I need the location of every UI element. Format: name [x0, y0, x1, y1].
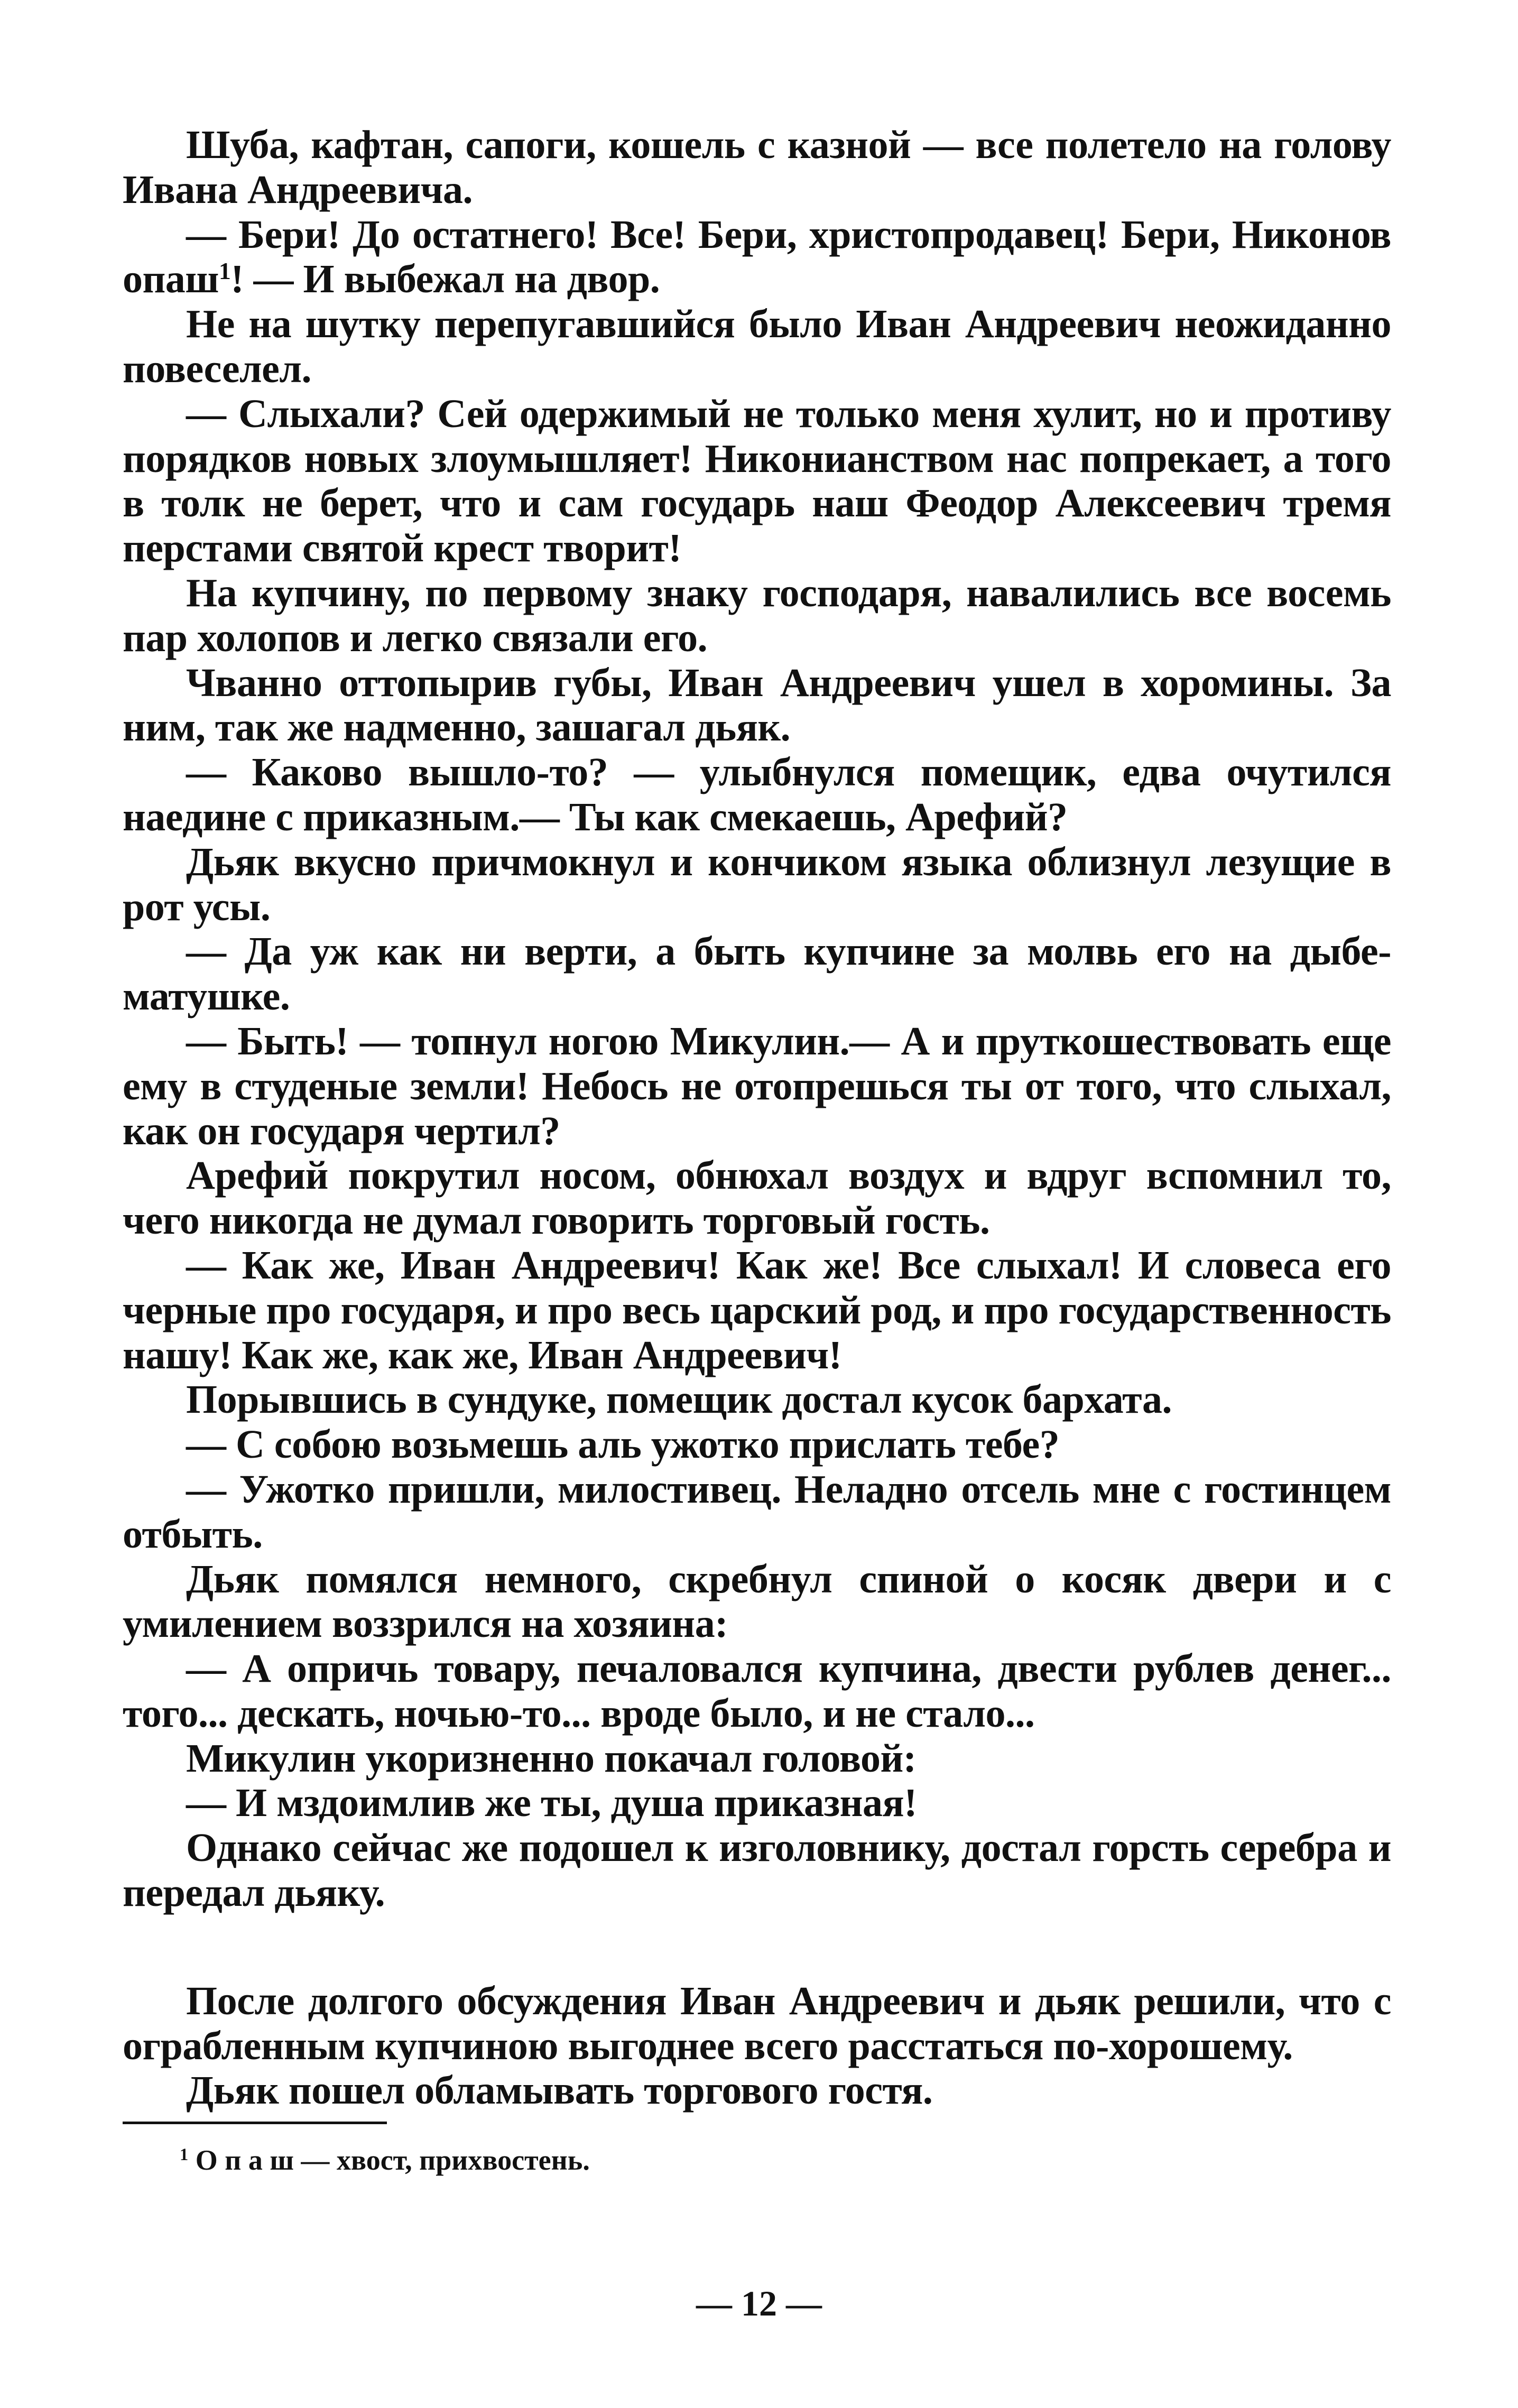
- paragraph-2-text: — Бери! До остатнего! Все! Бери, христопродавец! Бери, Никонов опаш: [123, 212, 1391, 302]
- section-break: [123, 1915, 1391, 1979]
- paragraph-22: Дьяк пошел обламывать торгового гостя.: [186, 2068, 933, 2113]
- paragraph-9: — Да уж как ни верти, а быть купчине за молвь его на дыбе-матушке.: [123, 929, 1391, 1019]
- paragraph-4: — Слыхали? Сей одержимый не только меня хулит, но и противу порядков новых злоумышляет! Никонианством нас попрекает, а того в толк не берет, что и сам государь наш Феодор Алексеевич тремя перстами святой крест творит!: [123, 391, 1391, 571]
- paragraph-13: Порывшись в сундуке, помещик достал кусок бархата.: [186, 1377, 1172, 1422]
- paragraph-18: Микулин укоризненно покачал головой:: [186, 1736, 917, 1781]
- page-number: — 12 —: [696, 2283, 822, 2323]
- paragraph-15: — Ужотко пришли, милостивец. Неладно отсель мне с гостинцем отбыть.: [123, 1467, 1391, 1557]
- paragraph-11: Арефий покрутил носом, обнюхал воздух и вдруг вспомнил то, чего никогда не думал говорить торговый гость.: [123, 1153, 1391, 1243]
- paragraph-21: После долгого обсуждения Иван Андреевич и дьяк решили, что с ограбленным купчиною выгоднее всего расстаться по-хорошему.: [123, 1978, 1391, 2068]
- paragraph-6: Чванно оттопырив губы, Иван Андреевич ушел в хоромины. За ним, так же надменно, зашагал дьяк.: [123, 660, 1391, 750]
- paragraph-8: Дьяк вкусно причмокнул и кончиком языка облизнул лезущие в рот усы.: [123, 839, 1391, 929]
- paragraph-16: Дьяк помялся немного, скребнул спиной о косяк двери и с умилением воззрился на хозяина:: [123, 1557, 1391, 1646]
- footnote-text: О п а ш — хвост, прихвостень.: [195, 2144, 590, 2176]
- main-text: [123, 123, 1391, 2113]
- paragraph-5: На купчину, по первому знаку господаря, навалились все восемь пар холопов и легко связали его.: [123, 570, 1391, 660]
- paragraph-14: — С собою возьмешь аль ужотко прислать тебе?: [186, 1422, 1060, 1467]
- paragraph-3: Не на шутку перепугавшийся было Иван Андреевич неожиданно повеселел.: [123, 302, 1391, 391]
- paragraph-2: [123, 212, 1391, 302]
- footnote-divider: [123, 2122, 387, 2124]
- paragraph-20: Однако сейчас же подошел к изголовнику, достал горсть серебра и передал дьяку.: [123, 1826, 1391, 1915]
- footnote: [180, 2143, 1343, 2177]
- paragraph-17: — А опричь товару, печаловался купчина, двести рублев денег... того... дескать, ночью-то... вроде было, и не стало...: [123, 1646, 1391, 1736]
- paragraph-7: — Каково вышло-то? — улыбнулся помещик, едва очутился наедине с приказным.— Ты как смекаешь, Арефий?: [123, 750, 1391, 839]
- footnote-marker: 1: [180, 2145, 189, 2165]
- footnote-ref: 1: [218, 257, 231, 285]
- paragraph-12: — Как же, Иван Андреевич! Как же! Все слыхал! И словеса его черные про государя, и про весь царский род, и про государственность нашу! Как же, как же, Иван Андреевич!: [123, 1243, 1391, 1377]
- paragraph-1: Шуба, кафтан, сапоги, кошель с казной — все полетело на голову Ивана Андреевича.: [123, 123, 1391, 212]
- paragraph-10: — Быть! — топнул ногою Микулин.— А и пруткошествовать еще ему в студеные земли! Небось не отопрешься ты от того, что слыхал, как он государя чертил?: [123, 1018, 1391, 1153]
- paragraph-19: — И мздоимлив же ты, душа приказная!: [186, 1781, 917, 1826]
- paragraph-2-tail: ! — И выбежал на двор.: [230, 257, 660, 302]
